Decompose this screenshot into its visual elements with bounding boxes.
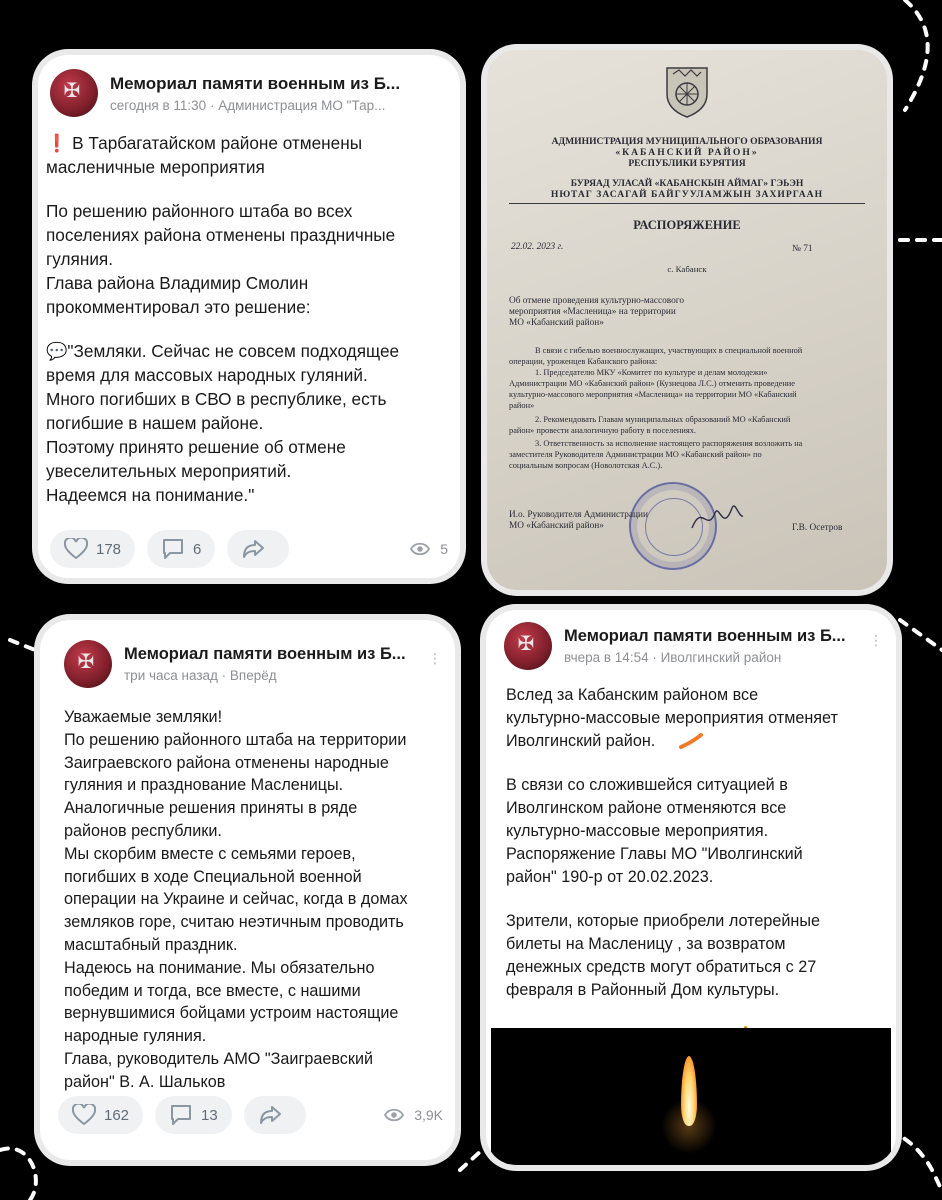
post-card-ivolginsk[interactable] <box>486 610 896 1165</box>
post-line: Уважаемые земляки! <box>64 708 223 726</box>
doc-date: 22.02. 2023 г. <box>511 242 564 252</box>
comment-icon <box>161 538 185 560</box>
orange-stroke-mark <box>678 732 704 750</box>
post-line: По решению районного штаба во всех <box>46 201 353 221</box>
post-line: Глава, руководитель АМО "Заиграевский <box>64 1049 374 1068</box>
doc-header-line: РЕСПУБЛИКИ БУРЯТИЯ <box>628 158 746 169</box>
doc-body-line: 2. Рекомендовать Главам муниципальных образований МО «Кабанский <box>535 415 791 424</box>
views-counter <box>384 1107 443 1123</box>
post-line: Надеюсь на понимание. Мы обязательно <box>64 958 375 977</box>
group-name[interactable]: Мемориал памяти военным из Б... <box>564 627 846 645</box>
doc-place: с. Кабанск <box>667 264 707 274</box>
post-line: Надеемся на понимание." <box>46 485 255 505</box>
more-options-icon[interactable]: ⋮ <box>869 632 884 648</box>
comment-count: 6 <box>193 540 202 558</box>
post-line: Распоряжение Главы МО "Иволгинский <box>506 844 803 863</box>
post-line: масштабный праздник. <box>64 935 238 954</box>
post-text <box>486 684 896 1046</box>
doc-body-line: Администрации МО «Кабанский район» (Кузнецова Л.С.) отменить проведение <box>509 379 796 388</box>
post-line: 💬"Земляки. Сейчас не совсем подходящее <box>46 341 400 361</box>
doc-body-line: культурно-массового мероприятия «Масленица» на территории МО «Кабанский <box>509 390 797 399</box>
views-counter <box>410 541 448 557</box>
doc-header-line: НЮТАГ ЗАСАГАЙ БАЙГУУЛАМЖЫН ЗАХИРГААН <box>550 189 824 200</box>
post-line: район" В. А. Шальков <box>64 1072 226 1091</box>
post-line: Поэтому принято решение об отмене <box>46 437 346 457</box>
group-name[interactable]: Мемориал памяти военным из Б... <box>124 645 406 663</box>
post-line: Иволгинском районе отменяются все <box>506 799 787 818</box>
views-count: 5 <box>440 541 448 557</box>
post-actions <box>50 530 448 568</box>
post-line: земляков горе, считаю неэтичным проводить <box>64 913 404 932</box>
post-text <box>40 706 455 1094</box>
post-line: погибшие в нашем районе. <box>46 413 264 433</box>
post-line: операции на Украине и сейчас, когда в домах <box>64 890 408 909</box>
star-icon: ✠ <box>63 80 81 102</box>
share-button[interactable] <box>227 530 289 568</box>
doc-header-line: БУРЯАД УЛАСАЙ «КАБАНСКЫН АЙМАГ» ГЭЬЭН <box>570 178 804 189</box>
heart-icon <box>72 1104 96 1126</box>
share-icon <box>241 538 267 560</box>
post-header <box>38 55 460 117</box>
post-line: Много погибших в СВО в республике, есть <box>46 389 387 409</box>
like-button[interactable] <box>50 530 135 568</box>
doc-header-line: «КАБАНСКИЙ РАЙОН» <box>615 147 759 158</box>
doc-signer-name: Г.В. Осетров <box>792 523 843 533</box>
avatar[interactable] <box>50 69 98 117</box>
post-line: По решению районного штаба на территории <box>64 730 407 749</box>
post-line: прокомментировал это решение: <box>46 297 311 317</box>
doc-title: РАСПОРЯЖЕНИЕ <box>633 218 741 232</box>
candle-flame-icon <box>681 1056 697 1126</box>
post-header <box>40 620 455 688</box>
avatar[interactable] <box>64 640 112 688</box>
heart-icon <box>64 538 88 560</box>
post-line: народные гуляния. <box>64 1027 207 1046</box>
comment-icon <box>169 1104 193 1126</box>
post-line: масленичные мероприятия <box>46 157 265 177</box>
post-actions <box>58 1096 443 1134</box>
post-header <box>486 610 896 670</box>
post-line: погибших в ходе Специальной военной <box>64 867 362 886</box>
post-line: гуляния. <box>46 249 113 269</box>
doc-subject-line: мероприятия «Масленица» на территории <box>509 307 676 317</box>
doc-sign-line: МО «Кабанский район» <box>509 521 604 531</box>
eye-icon <box>410 542 430 556</box>
post-line: Вслед за Кабанским районом все <box>506 686 759 704</box>
comment-button[interactable] <box>155 1096 232 1134</box>
doc-body-line: район» провести аналогичную работу в поселениях. <box>509 426 697 435</box>
comment-count: 13 <box>201 1106 218 1124</box>
doc-header-line: АДМИНИСТРАЦИЯ МУНИЦИПАЛЬНОГО ОБРАЗОВАНИЯ <box>551 136 823 147</box>
post-line: увеселительных мероприятий. <box>46 461 292 481</box>
doc-divider <box>509 203 865 204</box>
post-line: денежных средств могут обратиться с 27 <box>506 957 817 976</box>
star-icon: ✠ <box>77 651 95 673</box>
post-text <box>38 131 460 507</box>
post-line: культурно-массовые мероприятия. <box>506 821 769 840</box>
eye-icon <box>384 1108 404 1122</box>
doc-body-line: 3. Ответственность за исполнение настоящего распоряжения возложить на <box>535 439 803 448</box>
post-line <box>506 730 882 753</box>
star-icon: ✠ <box>517 633 535 655</box>
like-count: 178 <box>96 540 122 558</box>
like-button[interactable] <box>58 1096 143 1134</box>
post-line: В связи со сложившейся ситуацией в <box>506 776 788 795</box>
doc-body-line: район» <box>509 401 535 410</box>
doc-number: № 71 <box>792 244 813 254</box>
like-count: 162 <box>104 1106 130 1124</box>
post-line: Заиграевского района отменены народные <box>64 753 389 772</box>
document-image <box>487 50 887 590</box>
post-line: февраля в Районный Дом культуры. <box>506 980 780 999</box>
post-line: гуляния и празднование Масленицы. <box>64 776 344 795</box>
post-card-zaigraevo[interactable] <box>40 620 455 1160</box>
share-icon <box>258 1104 284 1126</box>
post-line: Глава района Владимир Смолин <box>46 273 309 293</box>
share-button[interactable] <box>244 1096 306 1134</box>
doc-subject-line: Об отмене проведения культурно-массового <box>509 296 684 306</box>
candle-image <box>491 1028 891 1165</box>
post-line-text: Иволгинский район. <box>506 731 656 750</box>
post-card-tarbagatai[interactable] <box>38 55 460 578</box>
doc-body-line: социальным вопросам (Новолотская А.С.). <box>509 461 663 470</box>
post-line: культурно-массовые мероприятия отменяет <box>506 708 838 727</box>
signature-icon <box>687 498 747 538</box>
post-line: поселениях района отменены праздничные <box>46 225 396 245</box>
doc-body-line: В связи с гибелью военнослужащих, участвующих в специальной военной <box>535 346 803 355</box>
doc-subject-line: МО «Кабанский район» <box>509 318 604 328</box>
doc-body-line: операции, уроженцев Кабанского района: <box>509 357 658 366</box>
coat-of-arms-icon <box>665 64 709 118</box>
doc-body-line: заместителя Руководителя Администрации МО «Кабанский район» по <box>509 450 762 459</box>
comment-button[interactable] <box>147 530 215 568</box>
post-line: Аналогичные решения приняты в ряде <box>64 799 358 818</box>
post-line: районов республики. <box>64 821 222 840</box>
views-count: 3,9K <box>414 1107 443 1123</box>
post-meta: три часа назад · Вперёд <box>124 668 277 683</box>
document-photo-card[interactable] <box>487 50 887 590</box>
avatar[interactable] <box>504 622 552 670</box>
post-line: ❗ В Тарбагатайском районе отменены <box>46 133 363 153</box>
post-line: победим и тогда, все вместе, с нашими <box>64 981 361 1000</box>
post-line: район" 190-р от 20.02.2023. <box>506 867 714 886</box>
post-line: вернувшимися бойцами устроим настоящие <box>64 1004 399 1023</box>
doc-body-line: 1. Председателю МКУ «Комитет по культуре и делам молодежи» <box>535 368 768 377</box>
group-name[interactable]: Мемориал памяти военным из Б... <box>110 73 401 93</box>
post-meta: сегодня в 11:30 · Администрация МО "Тар... <box>110 97 386 113</box>
post-line: время для массовых народных гуляний. <box>46 365 368 385</box>
post-line: Зрители, которые приобрели лотерейные <box>506 912 820 931</box>
post-line: Мы скорбим вместе с семьями героев, <box>64 844 356 863</box>
doc-sign-line: И.о. Руководителя Администрации <box>509 510 648 520</box>
post-meta: вчера в 14:54 · Иволгинский район <box>564 650 782 665</box>
post-line: билеты на Масленицу , за возвратом <box>506 935 786 954</box>
more-options-icon[interactable]: ⋮ <box>428 650 443 666</box>
